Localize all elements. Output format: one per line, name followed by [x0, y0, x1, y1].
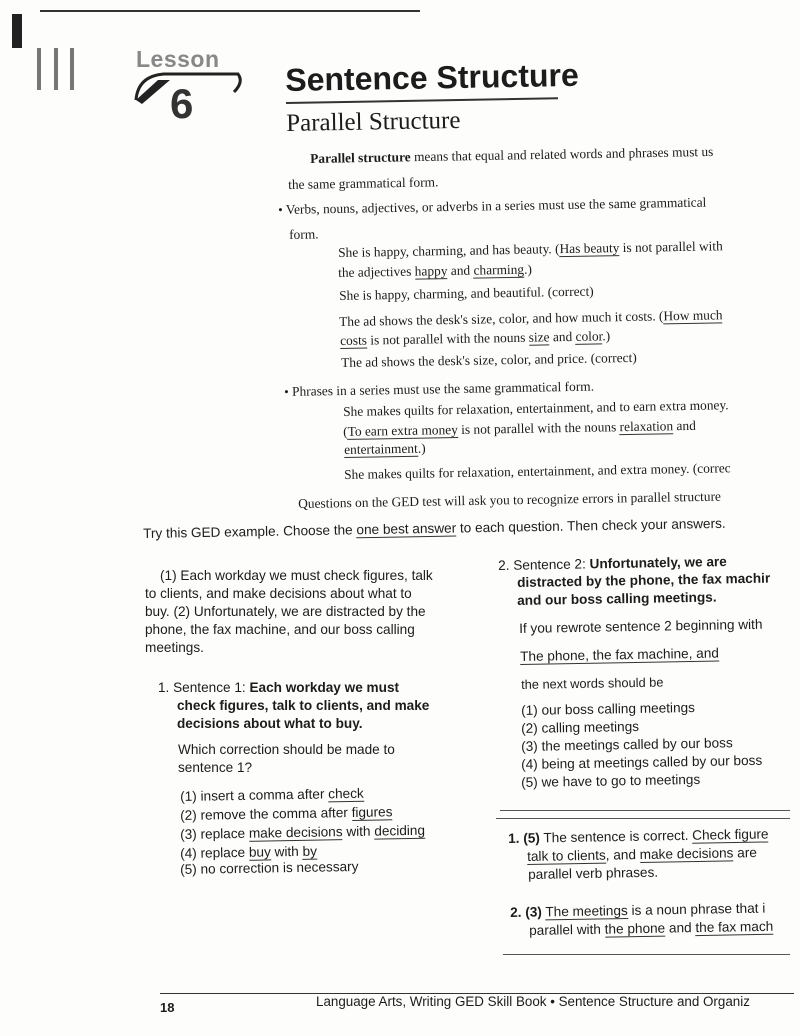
underlined-phrase: the phone	[604, 920, 666, 937]
question-sentence: Unfortunately, we are	[589, 554, 727, 572]
bullet-dot: •	[278, 201, 283, 217]
answer-key-top-rule	[500, 810, 790, 811]
option-text: with	[270, 843, 303, 860]
answer-text: The sentence is correct.	[539, 827, 693, 846]
example-text: and	[447, 262, 474, 279]
example-3-line-3	[344, 440, 426, 458]
option-4[interactable]: (4) being at meetings called by our boss	[521, 752, 763, 772]
answer-text: , and	[605, 847, 640, 863]
answer-text: is a noun phrase that i	[627, 900, 766, 918]
intro-line-1	[310, 143, 713, 167]
example-text: She is happy, charming, and has beauty. (	[338, 241, 560, 260]
example-text: The ad shows the desk's size, color, and how much it costs. (	[339, 308, 664, 329]
example-2-correct: The ad shows the desk's size, color, and price. (correct)	[341, 349, 637, 370]
example-text: .)	[523, 261, 532, 277]
bullet-1-line-2: form.	[289, 226, 319, 242]
example-1-line-1	[338, 237, 723, 261]
page-subtitle: Parallel Structure	[286, 106, 461, 137]
underlined-phrase: How much	[663, 307, 723, 324]
example-2-line-2	[340, 327, 610, 349]
margin-tick	[54, 48, 58, 90]
underlined-word: happy	[414, 263, 448, 279]
option-text: (3) replace	[180, 825, 250, 842]
corner-mark	[12, 14, 22, 48]
example-text: (	[343, 423, 348, 439]
underlined-word: size	[528, 329, 550, 345]
question-2-lead-phrase	[520, 645, 719, 666]
underlined-phrase: the fax mach	[695, 918, 774, 936]
option-text: (2) remove the comma after	[180, 805, 352, 823]
answer-2-line-2	[529, 918, 773, 940]
answer-number: 2. (3)	[510, 904, 543, 920]
underlined-phrase: The phone, the fax machine, and	[520, 645, 720, 664]
closing-note: Questions on the GED test will ask you to recognize errors in parallel structure	[298, 488, 722, 511]
example-text: .)	[602, 328, 611, 344]
bullet-1-line-1	[278, 194, 706, 218]
example-2-line-1	[339, 306, 723, 330]
answer-1-line-3: parallel verb phrases.	[528, 864, 659, 882]
underlined-phrase: talk to clients	[527, 847, 606, 864]
question-2-ask-2: the next words should be	[521, 674, 664, 692]
question-1-ask: Which correction should be made to	[178, 742, 395, 757]
option-3[interactable]	[180, 822, 425, 844]
example-text: the adjectives	[338, 263, 415, 280]
option-text: with	[342, 823, 375, 840]
example-text: and	[672, 417, 696, 434]
intro-term: Parallel structure	[310, 149, 411, 166]
underlined-phrase: Check figure	[692, 826, 769, 843]
bullet-2-text: Phrases in a series must use the same grammatical form.	[291, 378, 595, 399]
question-lead: 1. Sentence 1:	[158, 680, 250, 695]
underlined-word: entertainment	[344, 440, 418, 457]
question-2-stem-2: distracted by the phone, the fax machir	[517, 570, 771, 590]
example-text: .)	[417, 440, 426, 456]
question-sentence: Each workday we must	[249, 680, 400, 695]
answer-text: and	[665, 920, 696, 936]
question-lead: 2. Sentence 2:	[498, 556, 590, 573]
example-text: is not parallel with the nouns	[457, 419, 620, 437]
page-number: 18	[160, 1000, 175, 1015]
option-5[interactable]: (5) no correction is necessary	[180, 858, 359, 877]
passage-line: buy. (2) Unfortunately, we are distracted by the	[145, 604, 426, 619]
underlined-word: by	[302, 843, 318, 859]
option-1[interactable]	[180, 785, 364, 806]
lesson-number: 6	[170, 80, 194, 127]
prompt-text: Try this GED example. Choose the	[143, 522, 357, 541]
example-3-line-1: She makes quilts for relaxation, entertainment, and to earn extra money.	[343, 397, 729, 419]
answer-text: parallel with	[529, 921, 605, 938]
example-1-correct: She is happy, charming, and beautiful. (correct)	[339, 283, 594, 303]
underlined-phrase: The meetings	[545, 902, 628, 920]
bullet-dot: •	[284, 383, 289, 399]
example-3-correct: She makes quilts for relaxation, entertainment, and extra money. (correc	[344, 460, 731, 482]
prompt-text: to each question. Then check your answers.	[456, 515, 726, 536]
question-1-stem-3: decisions about what to buy.	[177, 716, 363, 731]
underlined-phrase: make decisions	[639, 845, 734, 863]
underlined-word: color	[575, 328, 603, 344]
underlined-phrase: To earn extra money	[347, 421, 458, 439]
question-1-stem-2: check figures, talk to clients, and make	[177, 698, 430, 713]
bullet-2-line-1	[284, 378, 594, 400]
option-1[interactable]: (1) our boss calling meetings	[521, 699, 696, 718]
question-2-stem-3: and our boss calling meetings.	[517, 589, 717, 608]
option-3[interactable]: (3) the meetings called by our boss	[521, 735, 733, 754]
option-text: (4) replace	[180, 844, 250, 861]
example-text: and	[549, 328, 576, 345]
margin-tick	[37, 48, 41, 90]
ged-prompt	[143, 515, 726, 543]
top-rule	[40, 10, 420, 12]
example-1-line-2	[338, 261, 532, 281]
passage-line: phone, the fax machine, and our boss calling	[145, 622, 415, 637]
underlined-word: buy	[248, 844, 271, 860]
example-3-line-2	[343, 417, 696, 440]
underlined-phrase: make decisions	[248, 824, 343, 841]
lesson-label: Lesson	[136, 46, 220, 72]
margin-tick	[70, 48, 74, 90]
underlined-word: check	[328, 785, 364, 802]
footer-text: Language Arts, Writing GED Skill Book • Sentence Structure and Organiz	[316, 994, 750, 1009]
example-text: is not parallel with	[619, 238, 723, 256]
option-text: (1) insert a comma after	[180, 786, 329, 804]
intro-line-2: the same grammatical form.	[288, 174, 439, 192]
answer-key-top-rule-2	[496, 818, 790, 819]
passage-line: (1) Each workday we must check figures, talk	[160, 568, 433, 583]
underlined-word: deciding	[374, 822, 426, 839]
option-2[interactable]: (2) calling meetings	[521, 718, 640, 736]
underlined-word: relaxation	[619, 418, 674, 435]
intro-text: means that equal and related words and phrases must us	[410, 143, 714, 165]
question-1-stem	[158, 679, 399, 697]
answer-1-line-2	[527, 844, 757, 866]
example-text: is not parallel with the nouns	[366, 329, 529, 348]
question-2-ask: If you rewrote sentence 2 beginning with	[519, 616, 763, 636]
question-1-ask-2: sentence 1?	[178, 760, 253, 775]
option-2[interactable]	[180, 803, 393, 825]
underlined-word: figures	[351, 804, 393, 821]
bullet-1-text: Verbs, nouns, adjectives, or adverbs in a series must use the same grammatical	[285, 194, 707, 217]
underlined-phrase: one best answer	[356, 520, 457, 538]
page-title: Sentence Structure	[285, 56, 580, 98]
answer-text: are	[733, 844, 757, 861]
passage-line: meetings.	[145, 640, 204, 655]
passage-line: to clients, and make decisions about what to	[145, 586, 412, 601]
answer-key-bottom-rule	[503, 954, 790, 955]
underlined-phrase: Has beauty	[559, 240, 620, 257]
underlined-word: charming	[473, 261, 525, 278]
answer-number: 1. (5)	[508, 830, 541, 846]
option-5[interactable]: (5) we have to go to meetings	[521, 771, 701, 790]
underlined-phrase: costs	[340, 332, 368, 348]
